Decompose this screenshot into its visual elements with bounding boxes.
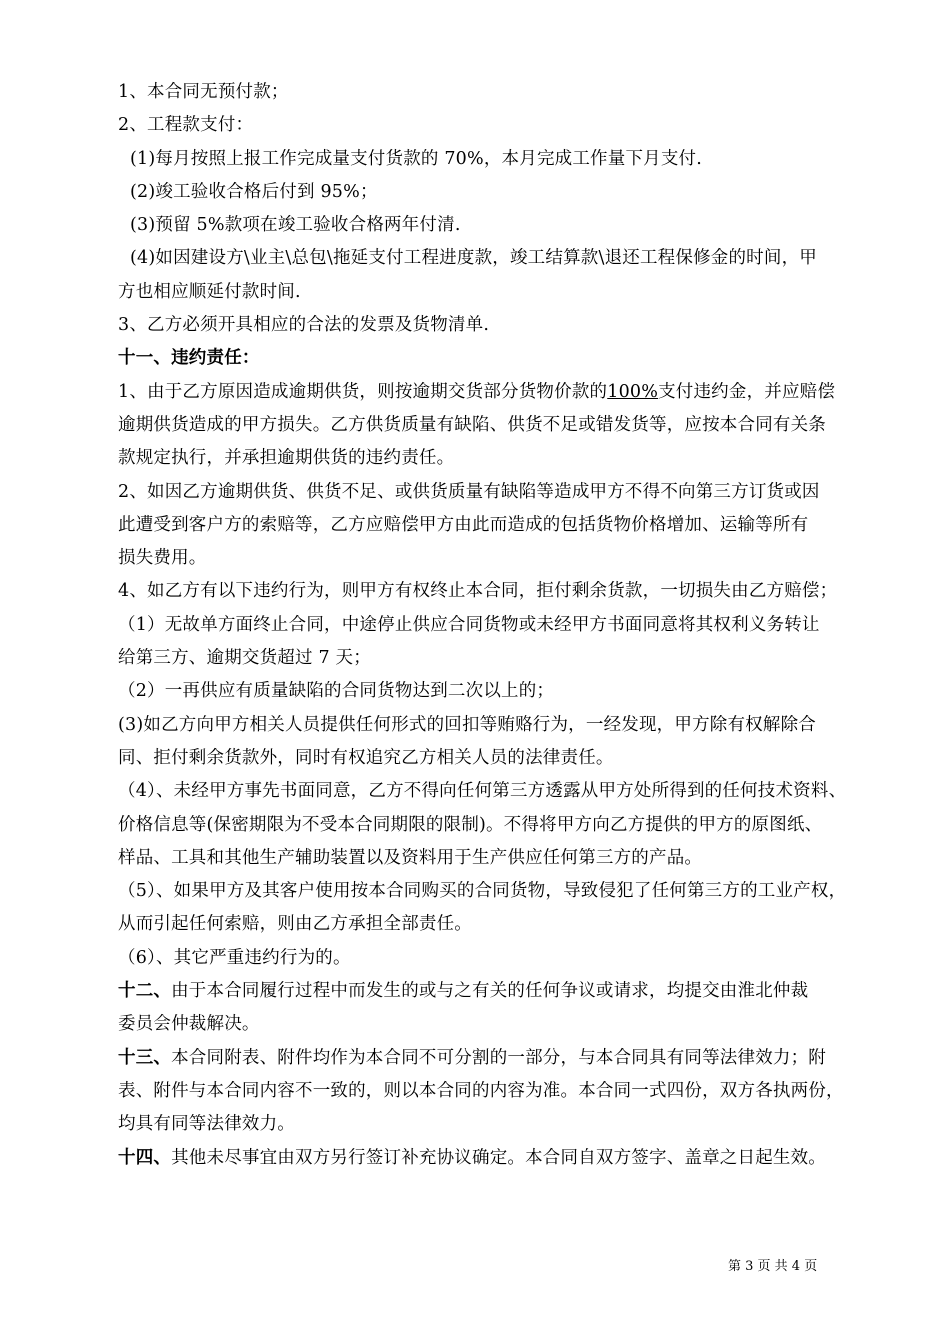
text-line: 价格信息等(保密期限为不受本合同期限的限制)。不得将甲方向乙方提供的甲方的原图纸、 [118, 814, 823, 835]
text-line: 款规定执行，并承担逾期供货的违约责任。 [118, 448, 455, 469]
page-number: 第 3 页 共 4 页 [728, 1259, 818, 1274]
text-line: （5）、如果甲方及其客户使用按本合同购买的合同货物，导致侵犯了任何第三方的工业产权， [118, 881, 847, 902]
text-line: （2）一再供应有质量缺陷的合同货物达到二次以上的； [118, 681, 555, 702]
text-line: （1）无故单方面终止合同，中途停止供应合同货物或未经甲方书面同意将其权利义务转让 [118, 614, 820, 635]
clause-text: 其他未尽事宜由双方另行签订补充协议确定。本合同自双方签字、盖章之日起生效。 [171, 1147, 827, 1168]
text-line: 2、如因乙方逾期供货、供货不足、或供货质量有缺陷等造成甲方不得不向第三方订货或因 [118, 481, 820, 502]
text-line: 同、拒付剩余货款外，同时有权追究乙方相关人员的法律责任。 [118, 747, 614, 768]
text-line: 给第三方、逾期交货超过 7 天； [118, 648, 371, 669]
text-line: （6）、其它严重违约行为的。 [118, 947, 351, 968]
text-line: 3、乙方必须开具相应的合法的发票及货物清单. [118, 315, 490, 336]
contract-body [118, 76, 878, 1175]
text-line: 方也相应顺延付款时间. [118, 281, 301, 302]
text-line [118, 376, 878, 409]
text-line: (3)预留 5%款项在竣工验收合格两年付清. [130, 215, 461, 236]
text-line: (3)如乙方向甲方相关人员提供任何形式的回扣等贿赂行为，一经发现，甲方除有权解除合 [118, 714, 816, 735]
text-segment: 1、由于乙方原因造成逾期供货，则按逾期交货部分货物价款的 [118, 381, 608, 402]
text-line: (4)如因建设方\业主\总包\拖延支付工程进度款，竣工结算款\退还工程保修金的时间，甲 [130, 248, 817, 269]
text-line: 均具有同等法律效力。 [118, 1114, 295, 1135]
text-line: 表、附件与本合同内容不一致的，则以本合同的内容为准。本合同一式四份，双方各执两份， [118, 1080, 844, 1101]
text-line: 此遭受到客户方的索赔等，乙方应赔偿甲方由此而造成的包括货物价格增加、运输等所有 [118, 514, 809, 535]
text-line [118, 1042, 878, 1075]
text-line: 样品、工具和其他生产辅助装置以及资料用于生产供应任何第三方的产品。 [118, 847, 703, 868]
text-line: 损失费用。 [118, 548, 207, 569]
text-line: (1)每月按照上报工作完成量支付货款的 70%，本月完成工作量下月支付. [130, 148, 703, 169]
text-line: 2、工程款支付： [118, 115, 254, 136]
clause-number: 十四、 [118, 1147, 172, 1168]
text-line: (2)竣工验收合格后付到 95%； [130, 181, 378, 202]
text-line: 委员会仲裁解决。 [118, 1014, 260, 1035]
underlined-percentage: 100% [607, 381, 659, 402]
text-line: 十一、违约责任： [118, 348, 260, 369]
clause-text: 本合同附表、附件均作为本合同不可分割的一部分，与本合同具有同等法律效力；附 [171, 1047, 827, 1068]
text-line: 从而引起任何索赔，则由乙方承担全部责任。 [118, 914, 472, 935]
text-line: （4）、未经甲方事先书面同意，乙方不得向任何第三方透露从甲方处所得到的任何技术资料、 [118, 781, 847, 802]
text-line [118, 1142, 878, 1175]
text-segment: 支付违约金，并应赔偿 [658, 381, 836, 402]
text-line: 4、如乙方有以下违约行为，则甲方有权终止本合同，拒付剩余货款，一切损失由乙方赔偿； [118, 581, 838, 602]
text-line: 1、本合同无预付款； [118, 82, 289, 102]
text-line [118, 975, 878, 1008]
text-line: 逾期供货造成的甲方损失。乙方供货质量有缺陷、供货不足或错发货等，应按本合同有关条 [118, 414, 826, 435]
clause-text: 由于本合同履行过程中而发生的或与之有关的任何争议或请求，均提交由淮北仲裁 [171, 981, 809, 1002]
clause-number: 十三、 [118, 1047, 172, 1068]
clause-number: 十二、 [118, 981, 172, 1002]
